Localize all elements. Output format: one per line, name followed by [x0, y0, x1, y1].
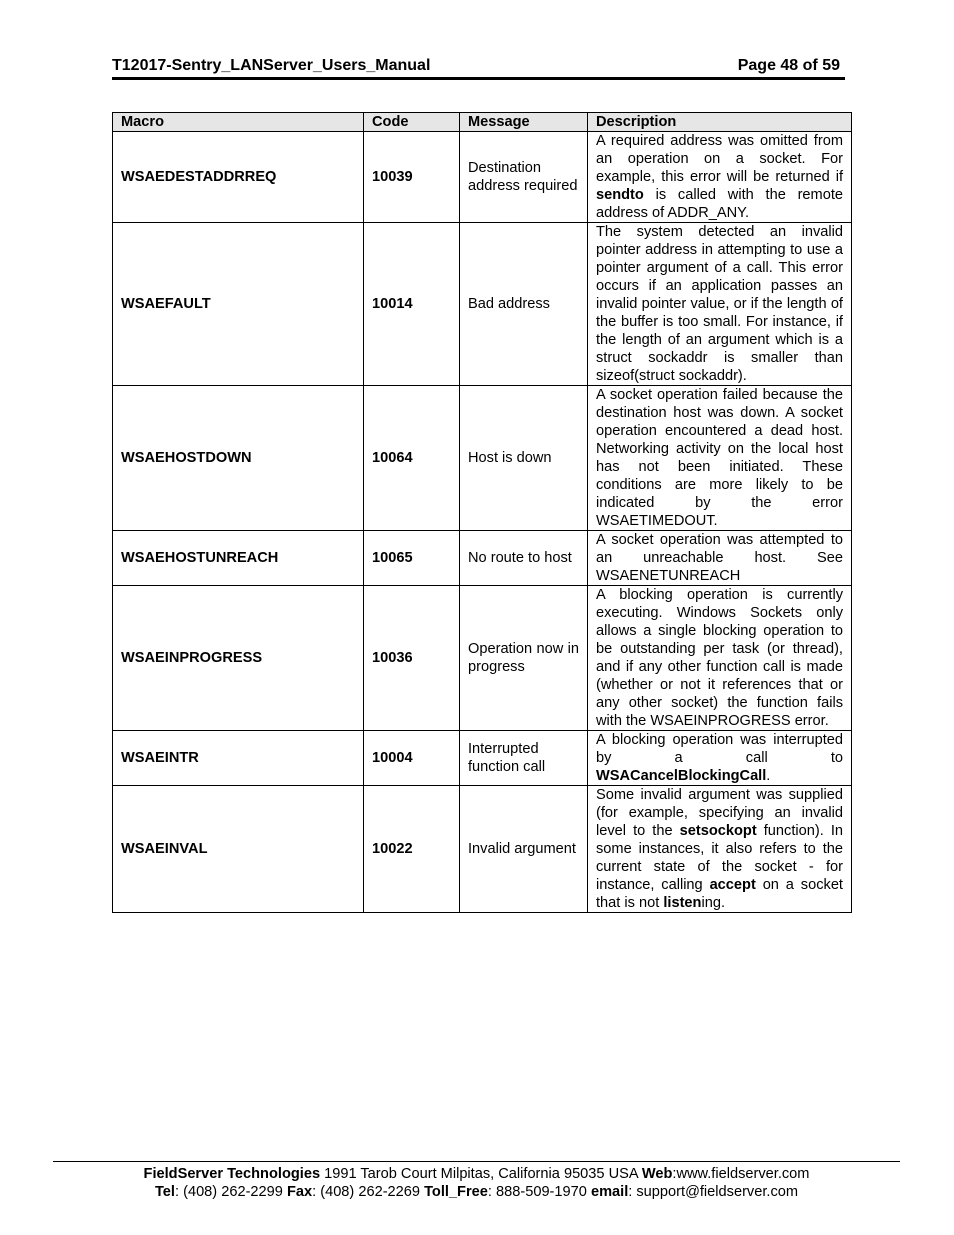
macro-cell: WSAEINPROGRESS — [113, 586, 364, 731]
message-cell: Interrupted function call — [460, 731, 588, 786]
tel-label: Tel — [154, 1184, 175, 1200]
company-address: 1991 Tarob Court Milpitas, California 95035 USA — [320, 1166, 642, 1182]
message-cell: Host is down — [460, 386, 588, 531]
document-title: T12017-Sentry_LANServer_Users_Manual — [112, 57, 431, 74]
company-name: FieldServer Technologies — [143, 1166, 321, 1182]
macro-cell: WSAEHOSTUNREACH — [113, 531, 364, 586]
description-emphasis: sendto — [596, 187, 644, 203]
fax-number: : (408) 262-2269 — [312, 1184, 425, 1200]
description-cell — [588, 531, 852, 586]
error-code-table — [112, 112, 852, 913]
column-header-code: Code — [364, 113, 460, 132]
table-header-row — [113, 113, 852, 132]
description-text: on a socket that is not — [596, 877, 843, 911]
message-cell: Destination address required — [460, 132, 588, 223]
email-label: email — [590, 1184, 629, 1200]
email-address: : support@fieldserver.com — [628, 1184, 799, 1200]
description-text: A blocking operation was interrupted by a call to — [596, 732, 843, 766]
table-row — [113, 731, 852, 786]
message-cell: No route to host — [460, 531, 588, 586]
description-text: A required address was omitted from an operation on a socket. For example, this error will be returned if — [596, 133, 843, 185]
page-number: Page 48 of 59 — [737, 57, 840, 74]
table-row — [113, 223, 852, 386]
description-text: ing. — [701, 895, 725, 911]
table-row — [113, 531, 852, 586]
description-text: A socket operation failed because the destination host was down. A socket operation encountered a dead host. Networking activity on the local host has not been initiated. These conditions are more likely to be indicated by the error WSAETIMEDOUT. — [596, 387, 843, 529]
macro-cell: WSAEINTR — [113, 731, 364, 786]
description-text: Some invalid argument was supplied (for example, specifying an invalid level to the — [596, 787, 843, 839]
tollfree-number: : 888-509-1970 — [487, 1184, 591, 1200]
description-text: . — [766, 768, 771, 784]
code-cell: 10065 — [364, 531, 460, 586]
description-text: A socket operation was attempted to an unreachable host. See WSAENETUNREACH — [596, 532, 843, 584]
macro-cell: WSAEFAULT — [113, 223, 364, 386]
footer-line-company — [53, 1166, 900, 1182]
column-header-message: Message — [460, 113, 588, 132]
description-text: function). In some instances, it also refers to the current state of the socket - for instance, calling — [596, 823, 843, 893]
description-cell — [588, 731, 852, 786]
header-rule — [112, 77, 845, 80]
code-cell: 10036 — [364, 586, 460, 731]
description-cell — [588, 586, 852, 731]
description-emphasis: accept — [709, 877, 756, 893]
code-cell: 10064 — [364, 386, 460, 531]
description-cell — [588, 786, 852, 913]
description-text: The system detected an invalid pointer address in attempting to use a pointer argument of a call. This error occurs if an application passes an invalid pointer value, or if the length of the buffer is too small. For instance, if the length of an argument which is a struct sockaddr is smaller than sizeof(struct sockaddr). — [596, 224, 843, 384]
description-emphasis: setsockopt — [679, 823, 757, 839]
table-row — [113, 386, 852, 531]
description-emphasis: WSACancelBlockingCall — [596, 768, 767, 784]
web-label: Web — [641, 1166, 673, 1182]
table-row — [113, 786, 852, 913]
footer-line-contact — [53, 1184, 900, 1200]
description-cell — [588, 132, 852, 223]
description-cell — [588, 223, 852, 386]
code-cell: 10022 — [364, 786, 460, 913]
description-text: is called with the remote address of ADDR_ANY. — [596, 187, 843, 221]
message-cell: Bad address — [460, 223, 588, 386]
description-cell — [588, 386, 852, 531]
code-cell: 10004 — [364, 731, 460, 786]
description-text: A blocking operation is currently executing. Windows Sockets only allows a single blocking operation to be outstanding per task (or thread), and if any other function call is made (whether or not it references that or any other socket) the function fails with the WSAEINPROGRESS error. — [596, 587, 843, 729]
table-row — [113, 586, 852, 731]
macro-cell: WSAEINVAL — [113, 786, 364, 913]
code-cell: 10014 — [364, 223, 460, 386]
tollfree-label: Toll_Free — [424, 1184, 488, 1200]
column-header-macro: Macro — [113, 113, 364, 132]
page-header — [112, 57, 843, 79]
message-cell: Invalid argument — [460, 786, 588, 913]
column-header-description: Description — [588, 113, 852, 132]
table-row — [113, 132, 852, 223]
tel-number: : (408) 262-2299 — [174, 1184, 287, 1200]
fax-label: Fax — [286, 1184, 313, 1200]
web-address: :www.fieldserver.com — [672, 1166, 810, 1182]
description-emphasis: listen — [663, 895, 702, 911]
footer-rule — [53, 1161, 900, 1162]
macro-cell: WSAEHOSTDOWN — [113, 386, 364, 531]
message-cell: Operation now in progress — [460, 586, 588, 731]
code-cell: 10039 — [364, 132, 460, 223]
macro-cell: WSAEDESTADDRREQ — [113, 132, 364, 223]
